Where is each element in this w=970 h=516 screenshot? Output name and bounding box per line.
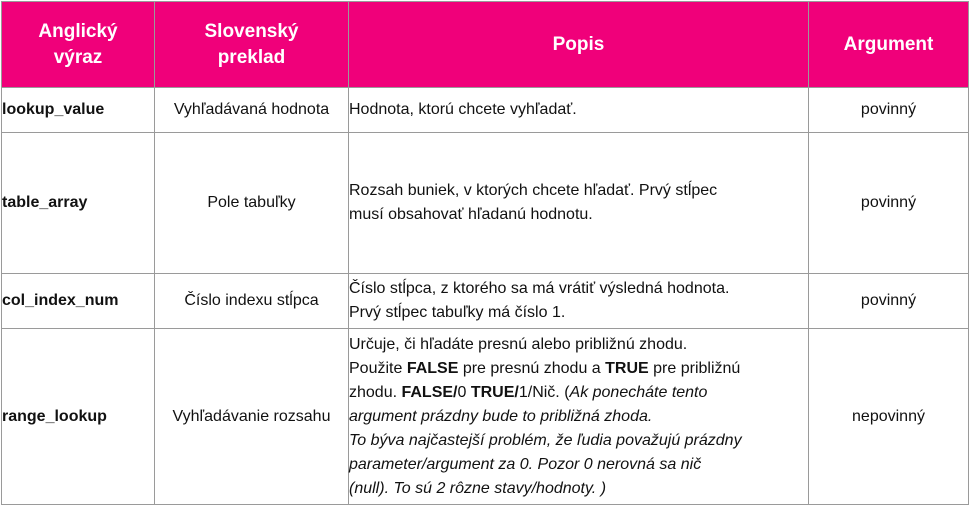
table-row bbox=[2, 329, 969, 505]
cell-description: Číslo stĺpca, z ktorého sa má vrátiť výsledná hodnota. Prvý stĺpec tabuľky má číslo 1. bbox=[349, 274, 809, 329]
cell-argument: povinný bbox=[809, 133, 969, 274]
header-argument: Argument bbox=[809, 2, 969, 88]
cell-description: Hodnota, ktorú chcete vyhľadať. bbox=[349, 88, 809, 133]
cell-argument: povinný bbox=[809, 88, 969, 133]
cell-description: Rozsah buniek, v ktorých chcete hľadať. Prvý stĺpec musí obsahovať hľadanú hodnotu. bbox=[349, 133, 809, 274]
cell-term: table_array bbox=[2, 133, 155, 274]
cell-argument: povinný bbox=[809, 274, 969, 329]
cell-term: lookup_value bbox=[2, 88, 155, 133]
cell-term: range_lookup bbox=[2, 329, 155, 505]
cell-description: Určuje, či hľadáte presnú alebo približnú zhodu. Použite FALSE pre presnú zhodu a TRUE pre približnú zhodu. FALSE/0 TRUE/1/Nič. (Ak ponecháte tento argument prázdny bude to približná zhoda. To býva najčastejší problém, že ľudia považujú prázdny parameter/argument za 0. Pozor 0 nerovná sa nič (null). To sú 2 rôzne stavy/hodnoty. ) bbox=[349, 329, 809, 505]
cell-argument: nepovinný bbox=[809, 329, 969, 505]
cell-term: col_index_num bbox=[2, 274, 155, 329]
cell-translation: Vyhľadávaná hodnota bbox=[155, 88, 349, 133]
table-row bbox=[2, 88, 969, 133]
table-row bbox=[2, 274, 969, 329]
vlookup-arguments-table bbox=[1, 1, 969, 505]
header-english-term: Anglický výraz bbox=[2, 2, 155, 88]
header-description: Popis bbox=[349, 2, 809, 88]
cell-translation: Vyhľadávanie rozsahu bbox=[155, 329, 349, 505]
header-row bbox=[2, 2, 969, 88]
cell-translation: Číslo indexu stĺpca bbox=[155, 274, 349, 329]
cell-translation: Pole tabuľky bbox=[155, 133, 349, 274]
header-slovak-translation: Slovenský preklad bbox=[155, 2, 349, 88]
table-row bbox=[2, 133, 969, 274]
